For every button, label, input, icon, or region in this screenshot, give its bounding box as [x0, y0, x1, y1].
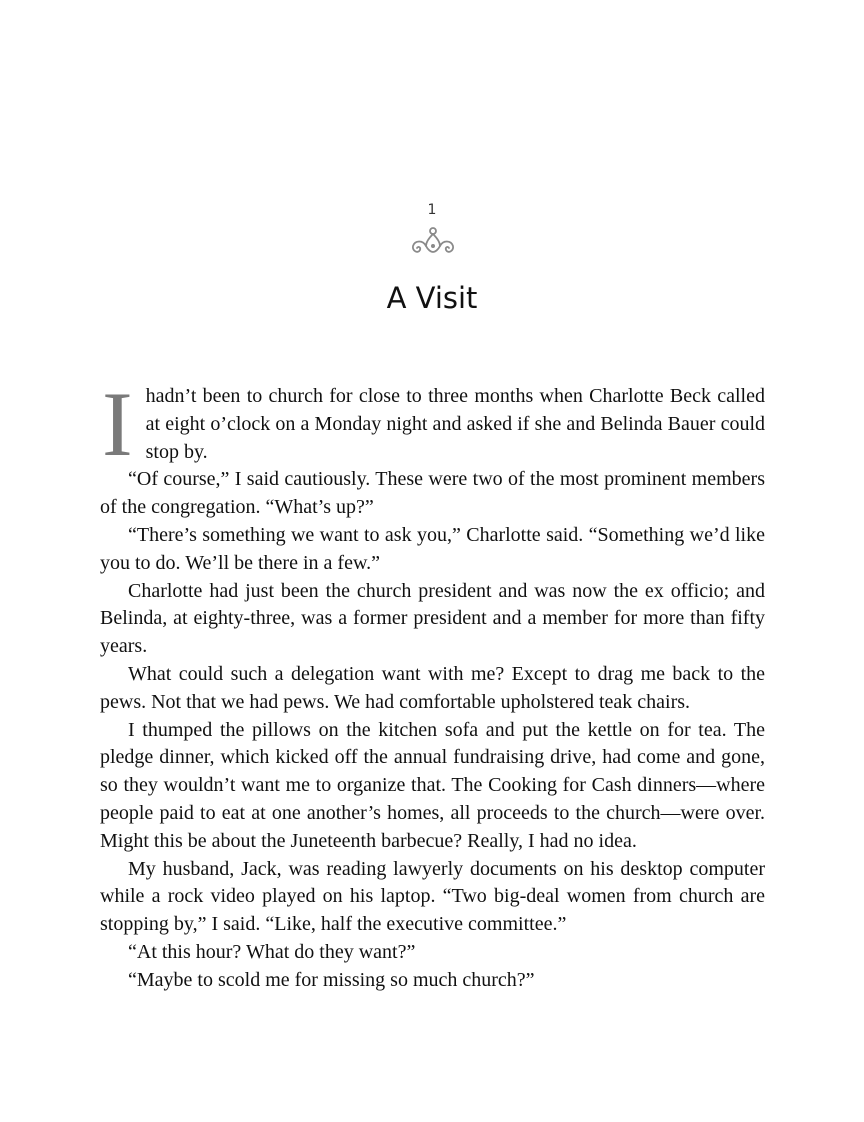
paragraph-4: Charlotte had just been the church president and was now the ex officio; and Belinda, at eighty-three, was a former president and a member for more than fifty years. [100, 579, 765, 658]
paragraph-1-text: hadn’t been to church for close to three months when Charlotte Beck called at eight o’clock on a Monday night and asked if she and Belinda Bauer could stop by. [145, 385, 765, 463]
paragraph-2: “Of course,” I said cautiously. These were two of the most prominent members of the congregation. “What’s up?” [100, 468, 765, 519]
chapter-title: A Visit [386, 281, 478, 315]
chapter-number: 1 [427, 202, 437, 218]
paragraph-1 [100, 373, 765, 475]
paragraph-6: I thumped the pillows on the kitchen sofa and put the kettle on for tea. The pledge dinner, which kicked off the annual fundraising drive, had come and gone, so they wouldn’t want me to organize that. The Cooking for Cash dinners—where people paid to eat at one another’s homes, all proceeds to the church—were over. Might this be about the Juneteenth barbecue? Really, I had no idea. [100, 718, 765, 852]
paragraph-9: “Maybe to scold me for missing so much church?” [128, 968, 535, 991]
paragraph-7: My husband, Jack, was reading lawyerly documents on his desktop computer while a rock video played on his laptop. “Two big-deal women from church are stopping by,” I said. “Like, half the executive committee.” [100, 857, 765, 936]
drop-cap: I [102, 373, 133, 475]
paragraph-8: “At this hour? What do they want?” [128, 940, 416, 963]
paragraph-5: What could such a delegation want with me? Except to drag me back to the pews. Not that we had pews. We had comfortable upholstered teak chairs. [100, 662, 765, 713]
fleuron-ornament-icon [409, 226, 457, 260]
paragraph-3: “There’s something we want to ask you,” Charlotte said. “Something we’d like you to do. We’ll be there in a few.” [100, 523, 765, 574]
chapter-text [100, 373, 765, 995]
